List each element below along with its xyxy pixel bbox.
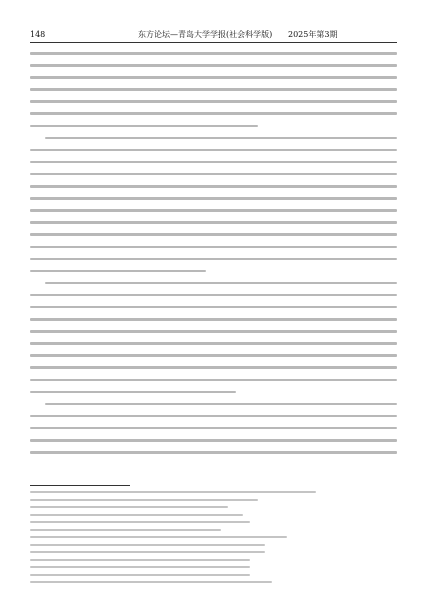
text-line xyxy=(30,294,397,297)
text-line xyxy=(45,137,397,140)
text-line xyxy=(30,52,397,55)
footnote-line xyxy=(30,536,287,538)
text-line xyxy=(30,185,397,188)
text-line xyxy=(30,112,397,115)
text-line xyxy=(30,258,397,261)
text-line xyxy=(30,391,236,394)
text-line xyxy=(30,246,397,249)
text-line xyxy=(30,233,397,236)
page-number: 148 xyxy=(30,30,46,39)
footnote-line xyxy=(30,581,272,583)
footnote-line xyxy=(30,551,265,553)
text-line xyxy=(30,366,397,369)
text-line xyxy=(30,415,397,418)
text-line xyxy=(30,149,397,152)
text-line xyxy=(30,318,397,321)
footnote-line xyxy=(30,491,316,493)
text-line xyxy=(30,221,397,224)
text-line xyxy=(30,209,397,212)
text-line xyxy=(45,403,397,406)
footnote-line xyxy=(30,499,258,501)
text-line xyxy=(30,306,397,309)
footnote-line xyxy=(30,566,250,568)
text-line xyxy=(30,88,397,91)
text-line xyxy=(30,330,397,333)
text-line xyxy=(30,125,258,128)
footnote-line xyxy=(30,506,228,508)
footnote-lines xyxy=(30,491,397,589)
text-line xyxy=(30,451,397,454)
text-line xyxy=(30,427,397,430)
footnote-line xyxy=(30,544,265,546)
text-line xyxy=(30,64,397,67)
issue-label: 2025年第3期 xyxy=(288,30,338,39)
text-line xyxy=(30,342,397,345)
text-line xyxy=(30,379,397,382)
text-line xyxy=(30,173,397,176)
footnote-line xyxy=(30,521,250,523)
footnote-line xyxy=(30,574,250,576)
footnote-rule xyxy=(30,485,130,486)
text-line xyxy=(30,439,397,442)
footnote-line xyxy=(30,514,243,516)
text-line xyxy=(30,161,397,164)
text-line xyxy=(30,100,397,103)
text-line xyxy=(30,197,397,200)
text-line xyxy=(30,76,397,79)
body-text-lines xyxy=(30,52,397,463)
journal-title: 东方论坛—青岛大学学报(社会科学版) xyxy=(138,30,273,39)
text-line xyxy=(30,354,397,357)
running-header xyxy=(30,30,397,43)
text-line xyxy=(45,282,397,285)
text-line xyxy=(30,270,206,273)
footnote-line xyxy=(30,529,221,531)
footnote-line xyxy=(30,559,250,561)
